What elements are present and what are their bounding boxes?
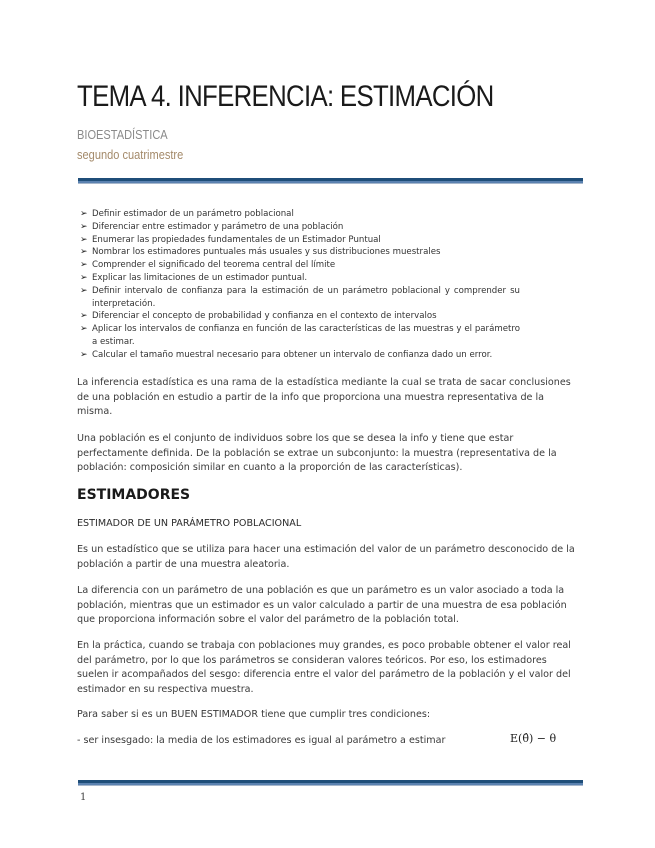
paragraph-bias: En la práctica, cuando se trabaja con poblaciones muy grandes, es poco probable obtener el valor real del parámetro, por lo que los parámetros se consideran valores teóricos. Por eso, los estimadores suelen ir acompañados del sesgo: diferencia entre el valor del parámetro de la población y el valor del estimador en su respectiva muestra. [77, 640, 571, 695]
list-item: ➢ Diferenciar entre estimador y parámetro de una población [80, 221, 344, 232]
list-item: ➢ Aplicar los intervalos de confianza en función de las características de las muestras y el parámetro a estimar. [80, 324, 520, 347]
arrow-bullet-icon: ➢ [80, 272, 88, 283]
list-item: ➢ Diferenciar el concepto de probabilidad y confianza en el contexto de intervalos [80, 311, 437, 322]
document-title: TEMA 4. INFERENCIA: ESTIMACIÓN [77, 80, 494, 113]
list-item: ➢ Calcular el tamaño muestral necesario para obtener un intervalo de confianza dado un error. [80, 349, 493, 360]
list-item: ➢ Enumerar las propiedades fundamentales de un Estimador Puntual [80, 234, 381, 245]
paragraph-estimator-definition: Es un estadístico que se utiliza para hacer una estimación del valor de un parámetro desconocido de la población a partir de una muestra aleatoria. [77, 544, 575, 570]
header-divider [78, 178, 583, 184]
course-name: BIOESTADÍSTICA [77, 127, 168, 142]
paragraph-good-estimator: Para saber si es un BUEN ESTIMADOR tiene que cumplir tres condiciones: [77, 709, 431, 720]
arrow-bullet-icon: ➢ [80, 234, 88, 245]
footer-divider [78, 780, 583, 786]
arrow-bullet-icon: ➢ [80, 285, 88, 296]
paragraph-unbiased: - ser insesgado: la media de los estimadores es igual al parámetro a estimar [77, 735, 446, 746]
list-item: ➢ Definir intervalo de confianza para la estimación de un parámetro poblacional y comprender su interpretación. [80, 285, 520, 309]
arrow-bullet-icon: ➢ [80, 349, 88, 360]
arrow-bullet-icon: ➢ [80, 260, 88, 271]
list-item: ➢ Comprender el significado del teorema central del límite [80, 260, 336, 271]
list-item: ➢ Nombrar los estimadores puntuales más usuales y sus distribuciones muestrales [80, 247, 441, 258]
arrow-bullet-icon: ➢ [80, 221, 88, 232]
arrow-bullet-icon: ➢ [80, 247, 88, 258]
list-item: ➢ Explicar las limitaciones de un estimador puntual. [80, 272, 308, 283]
paragraph-estimator-difference: La diferencia con un parámetro de una población es que un parámetro es un valor asociado a toda la población, mientras que un estimador es un valor calculado a partir de una muestra de esa población que proporciona información sobre el valor del parámetro de la población total. [77, 585, 567, 625]
course-term: segundo cuatrimestre [77, 147, 184, 162]
list-item: ➢ Definir estimador de un parámetro poblacional [80, 209, 294, 219]
arrow-bullet-icon: ➢ [80, 311, 88, 322]
section-subheading: ESTIMADOR DE UN PARÁMETRO POBLACIONAL [77, 518, 302, 529]
section-heading: ESTIMADORES [77, 487, 191, 503]
unbiased-formula: E(θ̂) − θ [510, 732, 557, 745]
objectives-list [80, 208, 520, 362]
arrow-bullet-icon: ➢ [80, 324, 88, 335]
paragraph-population: Una población es el conjunto de individuos sobre los que se desea la info y tiene que estar perfectamente definida. De la población se extrae un subconjunto: la muestra (representativa de la población: composición similar en cuanto a la proporción de las características). [77, 433, 557, 473]
paragraph-inference: La inferencia estadística es una rama de la estadística mediante la cual se trata de sacar conclusiones de una población en estudio a partir de la info que proporciona una muestra representativa de la misma. [77, 377, 571, 417]
page-number: 1 [80, 792, 87, 803]
arrow-bullet-icon: ➢ [80, 209, 88, 219]
